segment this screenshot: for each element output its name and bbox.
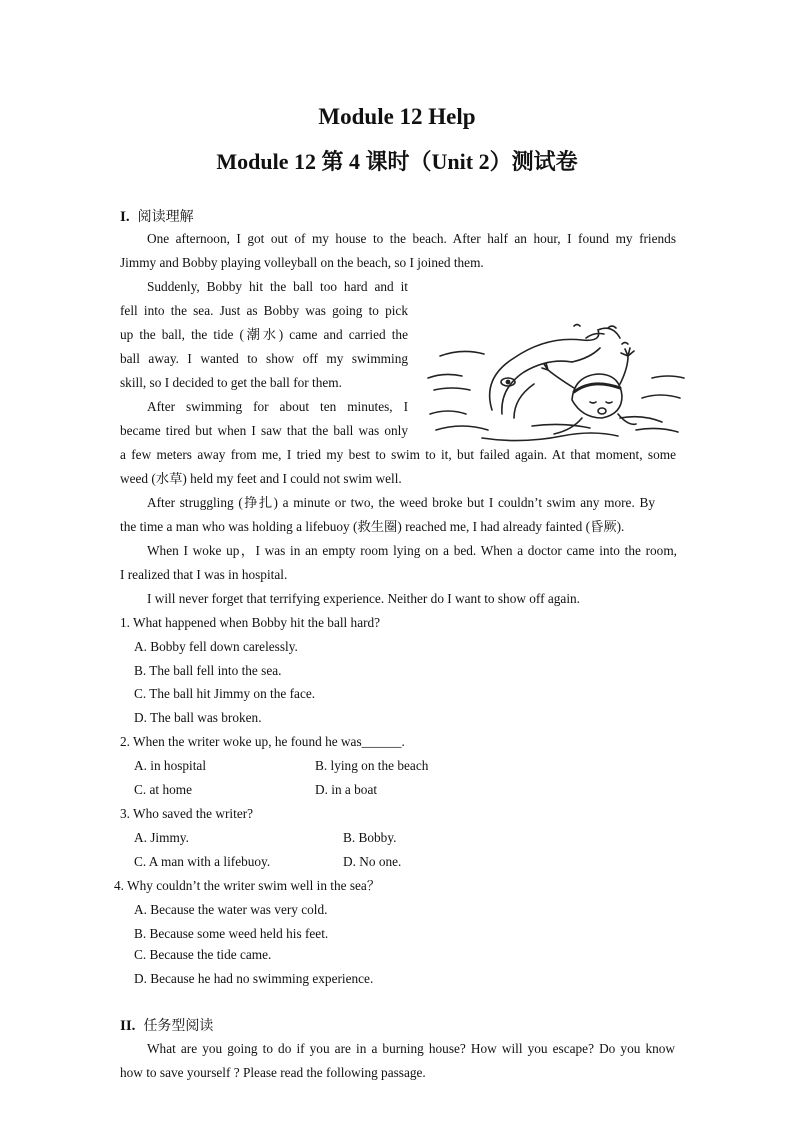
option: B. Bobby.	[343, 830, 397, 845]
section-name: 阅读理解	[137, 209, 194, 225]
passage-line: Suddenly, Bobby hit the ball too hard and it	[147, 279, 408, 294]
passage-line: fell into the sea. Just as Bobby was going to pick	[120, 303, 408, 318]
section-heading-task-reading	[120, 1015, 213, 1035]
option: A. in hospital	[134, 758, 207, 773]
option: C. A man with a lifebuoy.	[134, 854, 271, 869]
option: D. in a boat	[315, 782, 378, 797]
passage-line: ball away. I wanted to show off my swimming	[120, 351, 408, 366]
drowning-swimmer-illustration	[422, 318, 688, 448]
option: A. Because the water was very cold.	[134, 902, 328, 917]
passage-line: up the ball, the tide (潮水) came and carried the	[120, 327, 408, 342]
option: B. lying on the beach	[315, 758, 429, 773]
passage-line: After swimming for about ten minutes, I	[147, 399, 408, 414]
section-number: I.	[120, 209, 130, 225]
passage-line: a few meters away from me, I tried my best to swim to it, but failed again. At that moment, some	[120, 447, 676, 462]
passage-line: When I woke up，I was in an empty room lying on a bed. When a doctor came into the room,	[147, 543, 677, 558]
passage-line: After struggling (挣扎) a minute or two, the weed broke but I couldn’t swim any more. By	[147, 495, 655, 510]
passage-line: One afternoon, I got out of my house to the beach. After half an hour, I found my friends	[147, 231, 676, 246]
option: B. Because some weed held his feet.	[134, 926, 329, 941]
passage-line: the time a man who was holding a lifebuoy (救生圈) reached me, I had already fainted (昏厥).	[120, 519, 625, 534]
passage-line: skill, so I decided to get the ball for them.	[120, 375, 342, 390]
option: C. at home	[134, 782, 192, 797]
section-heading-reading	[120, 206, 194, 226]
passage-line: What are you going to do if you are in a burning house? How will you escape? Do you know	[147, 1041, 675, 1056]
option: C. Because the tide came.	[134, 947, 272, 962]
question-stem: 3. Who saved the writer?	[120, 806, 254, 821]
section-name: 任务型阅读	[143, 1018, 214, 1034]
passage-line: Jimmy and Bobby playing volleyball on the beach, so I joined them.	[120, 255, 484, 270]
passage-line: how to save yourself ? Please read the following passage.	[120, 1065, 426, 1080]
passage-line: I will never forget that terrifying experience. Neither do I want to show off again.	[147, 591, 580, 606]
option: D. Because he had no swimming experience.	[134, 971, 374, 986]
option: A. Bobby fell down carelessly.	[134, 639, 298, 654]
page-subtitle: Module 12 第 4 课时（Unit 2）测试卷	[216, 149, 578, 174]
page-title: Module 12 Help	[318, 104, 476, 129]
question-stem: 1. What happened when Bobby hit the ball hard?	[120, 615, 381, 630]
question-stem: 4. Why couldn’t the writer swim well in the sea？	[114, 878, 381, 893]
passage-line: became tired but when I saw that the ball was only	[120, 423, 408, 438]
passage-line: I realized that I was in hospital.	[120, 567, 288, 582]
section-number: II.	[120, 1018, 136, 1034]
option: B. The ball fell into the sea.	[134, 663, 282, 678]
question-stem: 2. When the writer woke up, he found he was______.	[120, 734, 405, 749]
passage-line: weed (水草) held my feet and I could not swim well.	[120, 471, 402, 486]
option: D. No one.	[343, 854, 402, 869]
option: C. The ball hit Jimmy on the face.	[134, 686, 316, 701]
option: D. The ball was broken.	[134, 710, 262, 725]
option: A. Jimmy.	[134, 830, 189, 845]
